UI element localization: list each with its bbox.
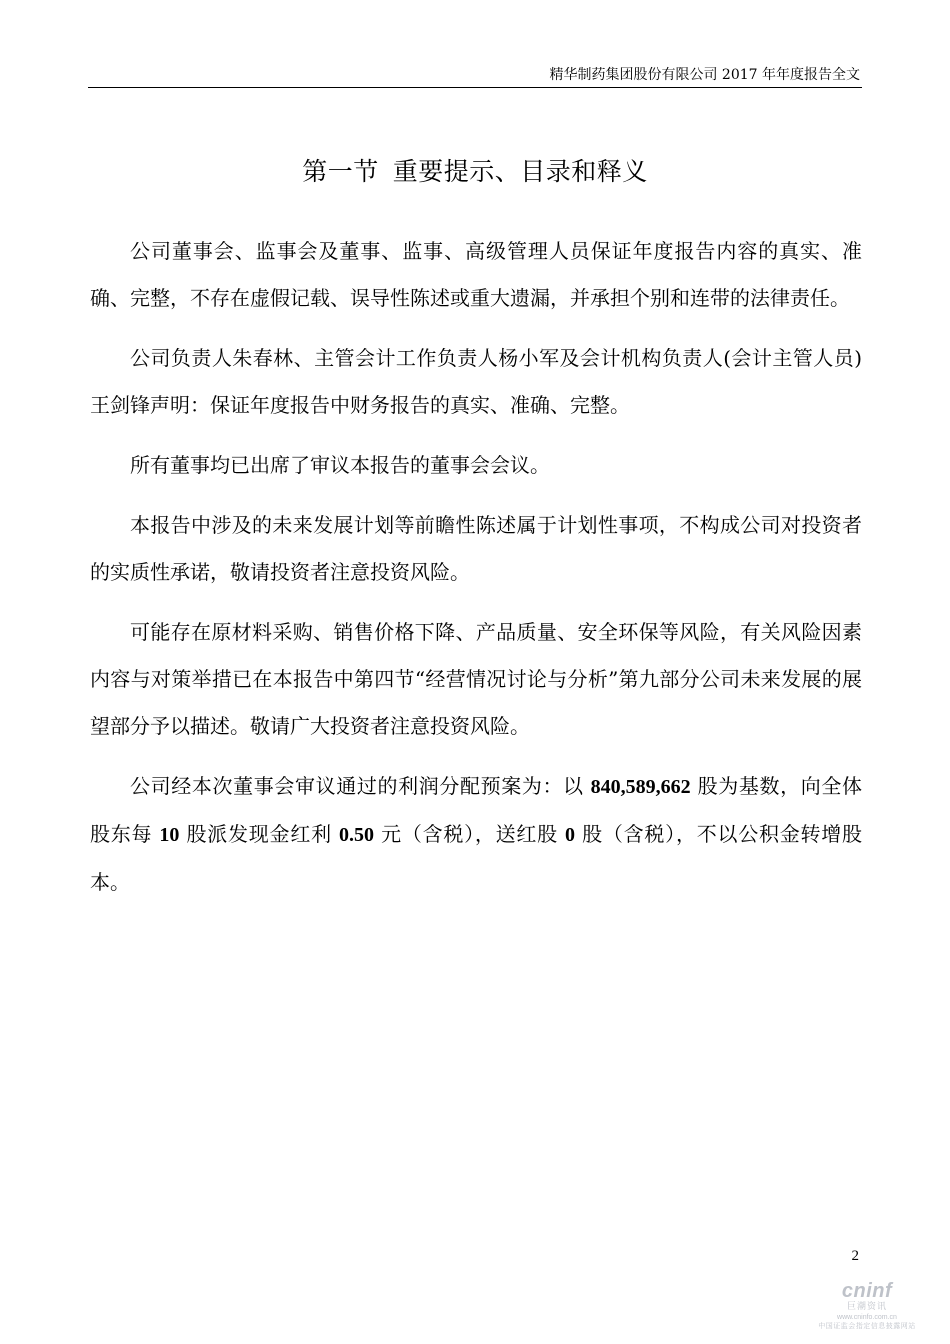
page-number: 2	[851, 1248, 859, 1264]
bonus-shares-value: 0	[565, 824, 576, 846]
paragraph-dividend	[90, 763, 862, 906]
watermark-tagline: 中国证监会指定信息披露网站	[818, 1322, 916, 1330]
cash-amount-value: 0.50	[338, 824, 374, 846]
section-heading: 重要提示、目录和释义	[392, 157, 648, 186]
dividend-text-2: 股为基数，向全体股东每	[90, 774, 863, 846]
dividend-text-4: 元（含税），送红股	[373, 822, 566, 846]
paragraph-forward-looking: 本报告中涉及的未来发展计划等前瞻性陈述属于计划性事项，不构成公司对投资者的实质性承诺，敬请投资者注意投资风险。	[90, 513, 862, 584]
cninfo-watermark	[812, 1280, 922, 1331]
paragraph-responsibility: 公司董事会、监事会及董事、监事、高级管理人员保证年度报告内容的真实、准确、完整，不存在虚假记载、误导性陈述或重大遗漏，并承担个别和连带的法律责任。	[90, 239, 862, 310]
per-shares-value: 10	[159, 824, 180, 846]
paragraph-declaration: 公司负责人朱春林、主管会计工作负责人杨小军及会计机构负责人(会计主管人员)王剑锋声明：保证年度报告中财务报告的真实、准确、完整。	[90, 346, 862, 417]
section-number: 第一节	[302, 157, 379, 186]
watermark-url: www.cninfo.com.cn	[837, 1314, 897, 1321]
body-text	[90, 228, 862, 919]
dividend-text-5: 股（含税），不以公积金转增股本。	[90, 822, 863, 894]
dividend-text-1: 公司经本次董事会审议通过的利润分配预案为：以	[130, 774, 591, 798]
section-title	[0, 152, 950, 188]
paragraph-risks: 可能存在原材料采购、销售价格下降、产品质量、安全环保等风险，有关风险因素内容与对策举措已在本报告中第四节“经营情况讨论与分析”第九部分公司未来发展的展望部分予以描述。敬请广大投资者注意投资风险。	[90, 620, 862, 738]
running-header: 精华制药集团股份有限公司 2017 年年度报告全文	[549, 67, 860, 83]
header-divider	[88, 87, 862, 88]
watermark-logo: cninf	[841, 1280, 893, 1302]
paragraph-attendance: 所有董事均已出席了审议本报告的董事会会议。	[130, 453, 550, 477]
dividend-text-3: 股派发现金红利	[179, 822, 339, 846]
share-base-value: 840,589,662	[590, 776, 691, 798]
watermark-subtitle: 巨潮资讯	[846, 1302, 887, 1312]
